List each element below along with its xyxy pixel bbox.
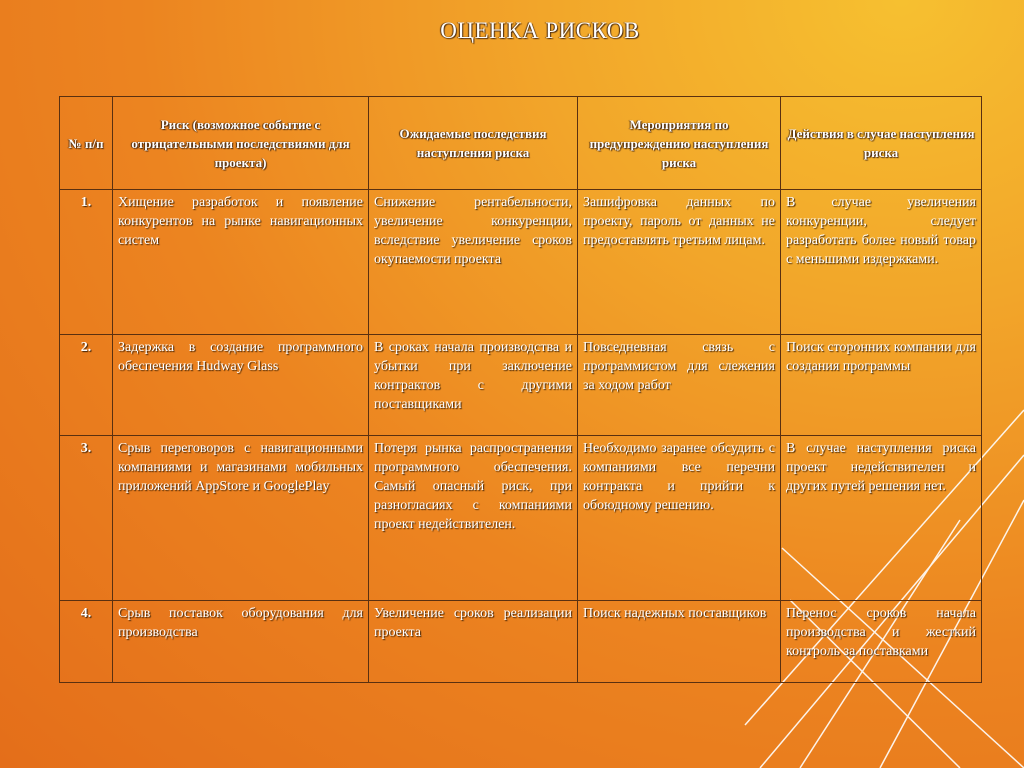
risk-cell: Задержка в создание программного обеспечения Hudway Glass [113,335,369,436]
header-number: № п/п [60,97,113,190]
header-prevention: Мероприятия по предупреждению наступления риска [578,97,781,190]
row-number: 1. [60,190,113,335]
prevention-cell: Поиск надежных поставщиков [578,601,781,683]
table-row [60,436,982,601]
prevention-cell: Повседневная связь с программистом для слежения за ходом работ [578,335,781,436]
row-number: 4. [60,601,113,683]
prevention-cell: Необходимо заранее обсудить с компаниями все перечни контракта и прийти к обоюдному решению. [578,436,781,601]
consequences-cell: Потеря рынка распространения программного обеспечения. Самый опасный риск, при разногласиях с компаниями проект недействителен. [369,436,578,601]
header-row [60,97,982,190]
risk-cell: Хищение разработок и появление конкурентов на рынке навигационных систем [113,190,369,335]
consequences-cell: В сроках начала производства и убытки при заключение контрактов с другими поставщиками [369,335,578,436]
row-number: 2. [60,335,113,436]
consequences-cell: Увеличение сроков реализации проекта [369,601,578,683]
header-consequences: Ожидаемые последствия наступления риска [369,97,578,190]
row-number: 3. [60,436,113,601]
table-row [60,601,982,683]
table-row [60,190,982,335]
actions-cell: Поиск сторонних компании для создания программы [781,335,982,436]
risk-cell: Срыв переговоров с навигационными компаниями и магазинами мобильных приложений AppStore и GooglePlay [113,436,369,601]
slide-title: ОЦЕНКА РИСКОВ [440,18,640,43]
actions-cell: Перенос сроков начала производства и жесткий контроль за поставками [781,601,982,683]
consequences-cell: Снижение рентабельности, увеличение конкуренции, вследствие увеличение сроков окупаемости проекта [369,190,578,335]
header-risk: Риск (возможное событие с отрицательными последствиями для проекта) [113,97,369,190]
table-row [60,335,982,436]
header-actions: Действия в случае наступления риска [781,97,982,190]
actions-cell: В случае увеличения конкуренции, следует разработать более новый товар с меньшими издержками. [781,190,982,335]
prevention-cell: Зашифровка данных по проекту, пароль от данных не предоставлять третьим лицам. [578,190,781,335]
actions-cell: В случае наступления риска проект недействителен и других путей решения нет. [781,436,982,601]
risk-table [59,96,982,683]
risk-cell: Срыв поставок оборудования для производства [113,601,369,683]
